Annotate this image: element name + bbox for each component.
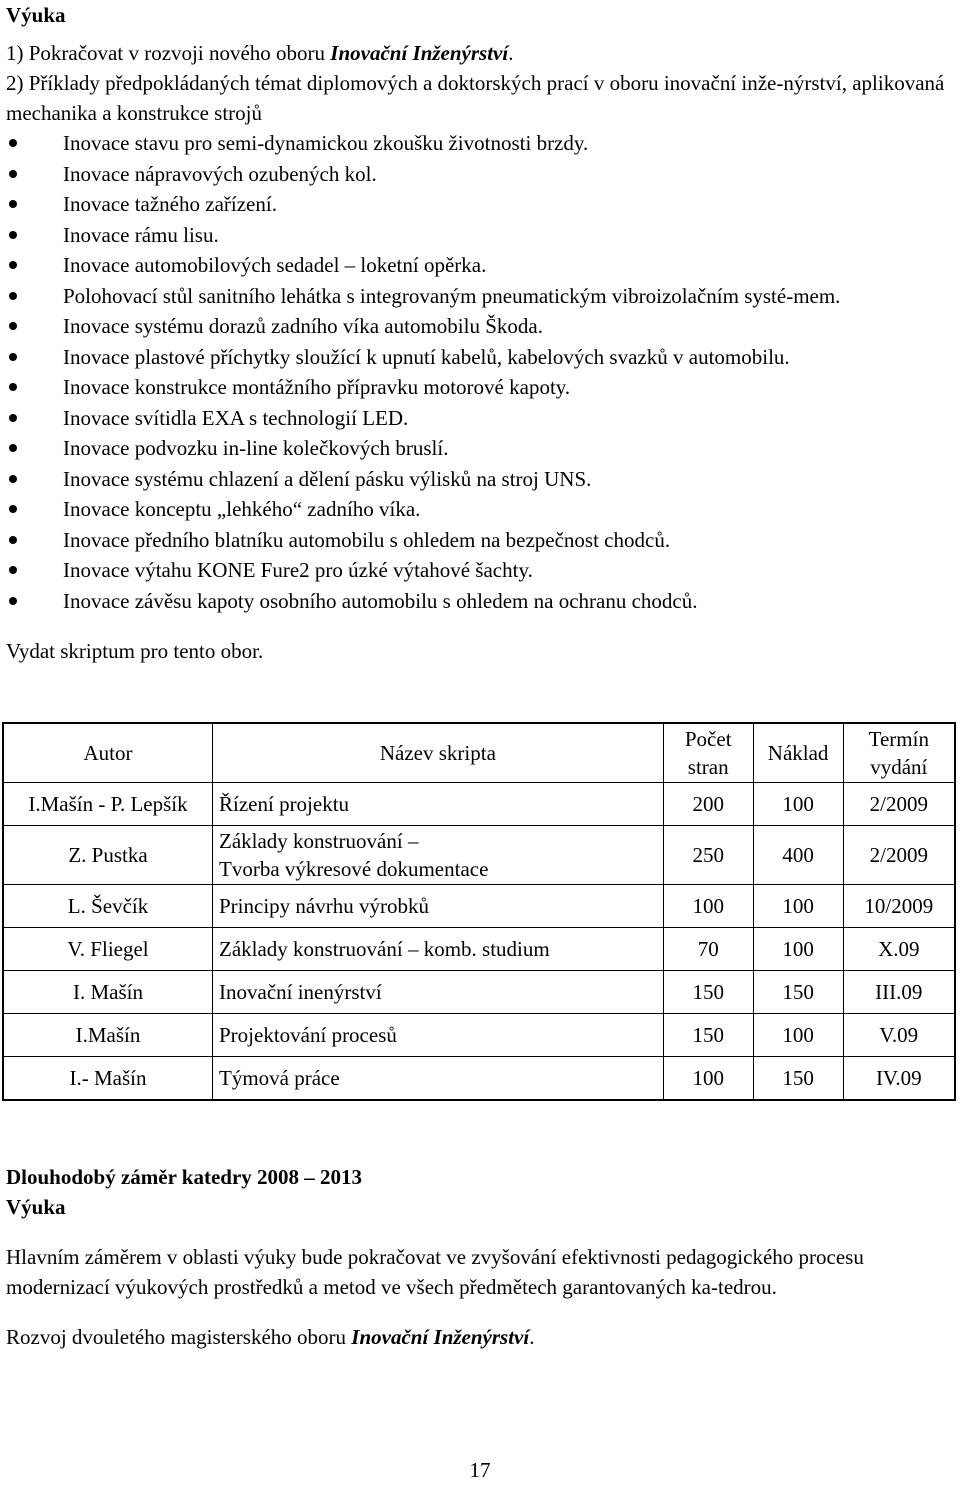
cell-autor: I.Mašín bbox=[3, 1014, 213, 1057]
list-item-text: Inovace tažného zařízení. bbox=[63, 192, 277, 216]
cell-termin: III.09 bbox=[843, 971, 955, 1014]
table-row bbox=[3, 971, 955, 1014]
table-row bbox=[3, 1057, 955, 1101]
list-item bbox=[6, 433, 954, 464]
bullet-icon bbox=[9, 383, 17, 391]
cell-pocet: 100 bbox=[663, 885, 753, 928]
header-autor: Autor bbox=[3, 723, 213, 783]
cell-autor: I.- Mašín bbox=[3, 1057, 213, 1101]
bullet-icon bbox=[9, 353, 17, 361]
table-row bbox=[3, 1014, 955, 1057]
bullet-icon bbox=[9, 444, 17, 452]
cell-nazev: Řízení projektu bbox=[213, 783, 664, 826]
table-row bbox=[3, 826, 955, 885]
item-1-text: 1) Pokračovat v rozvoji nového oboru bbox=[6, 41, 331, 65]
header-termin-line2: vydání bbox=[870, 755, 928, 779]
cell-naklad: 100 bbox=[753, 783, 843, 826]
section-2-subtitle: Výuka bbox=[6, 1195, 66, 1219]
table-row bbox=[3, 928, 955, 971]
header-pocet-line2: stran bbox=[687, 755, 729, 779]
list-item bbox=[6, 372, 954, 403]
bullet-icon bbox=[9, 322, 17, 330]
cell-autor: I.Mašín - P. Lepšík bbox=[3, 783, 213, 826]
page-number: 17 bbox=[469, 1458, 491, 1482]
cell-nazev: Projektování procesů bbox=[213, 1014, 664, 1057]
table-header-row bbox=[3, 723, 955, 783]
cell-pocet: 200 bbox=[663, 783, 753, 826]
bullet-icon bbox=[9, 231, 17, 239]
publish-note: Vydat skriptum pro tento obor. bbox=[6, 639, 264, 663]
item-1 bbox=[6, 38, 954, 68]
list-item bbox=[6, 281, 954, 312]
section-2-last-emphasis: Inovační Inženýrství bbox=[351, 1325, 530, 1349]
cell-termin: X.09 bbox=[843, 928, 955, 971]
topic-list bbox=[6, 128, 954, 616]
bullet-icon bbox=[9, 200, 17, 208]
bullet-icon bbox=[9, 566, 17, 574]
list-item-text: Inovace konstrukce montážního přípravku motorové kapoty. bbox=[63, 375, 571, 399]
item-2: 2) Příklady předpokládaných témat diplomových a doktorských prací v oboru inovační inže-nýrství, aplikovaná mechanika a konstrukce strojů bbox=[6, 71, 945, 125]
cell-autor: V. Fliegel bbox=[3, 928, 213, 971]
item-1-suffix: . bbox=[508, 41, 514, 65]
header-naklad: Náklad bbox=[753, 723, 843, 783]
section-2-last-suffix: . bbox=[529, 1325, 535, 1349]
list-item bbox=[6, 525, 954, 556]
section-2-title: Dlouhodobý záměr katedry 2008 – 2013 bbox=[6, 1165, 363, 1189]
cell-termin: 10/2009 bbox=[843, 885, 955, 928]
list-item-text: Inovace předního blatníku automobilu s ohledem na bezpečnost chodců. bbox=[63, 527, 671, 552]
cell-pocet: 250 bbox=[663, 826, 753, 885]
list-item bbox=[6, 220, 954, 251]
bullet-icon bbox=[9, 139, 17, 147]
list-item-text: Inovace rámu lisu. bbox=[63, 222, 219, 247]
cell-naklad: 100 bbox=[753, 885, 843, 928]
cell-nazev: Základy konstruování – komb. studium bbox=[213, 928, 664, 971]
list-item bbox=[6, 403, 954, 434]
textbook-table bbox=[2, 722, 956, 1101]
list-item bbox=[6, 128, 954, 159]
page-content bbox=[6, 0, 954, 666]
header-termin-line1: Termín bbox=[868, 727, 929, 751]
section-2-last bbox=[6, 1322, 954, 1352]
list-item-text: Polohovací stůl sanitního lehátka s integrovaným pneumatickým vibroizolačním systé-mem. bbox=[63, 283, 841, 308]
section-heading: Výuka bbox=[6, 3, 66, 27]
cell-pocet: 150 bbox=[663, 971, 753, 1014]
cell-termin: 2/2009 bbox=[843, 783, 955, 826]
cell-naklad: 150 bbox=[753, 971, 843, 1014]
cell-pocet: 100 bbox=[663, 1057, 753, 1101]
cell-termin: IV.09 bbox=[843, 1057, 955, 1101]
item-1-emphasis: Inovační Inženýrství bbox=[330, 41, 509, 65]
list-item-text: Inovace stavu pro semi-dynamickou zkoušku životnosti brzdy. bbox=[63, 131, 589, 155]
list-item-text: Inovace plastové příchytky sloužící k upnutí kabelů, kabelových svazků v automobilu. bbox=[63, 344, 790, 369]
cell-pocet: 150 bbox=[663, 1014, 753, 1057]
list-item bbox=[6, 250, 954, 281]
bullet-icon bbox=[9, 292, 17, 300]
bullet-icon bbox=[9, 414, 17, 422]
header-pocet-line1: Počet bbox=[684, 727, 732, 751]
list-item-text: Inovace závěsu kapoty osobního automobilu s ohledem na ochranu chodců. bbox=[63, 588, 698, 613]
cell-naklad: 100 bbox=[753, 1014, 843, 1057]
list-item-text: Inovace systému dorazů zadního víka automobilu Škoda. bbox=[63, 314, 543, 338]
list-item-text: Inovace automobilových sedadel – loketní opěrka. bbox=[63, 253, 487, 277]
list-item-text: Inovace konceptu „lehkého“ zadního víka. bbox=[63, 497, 421, 521]
cell-pocet: 70 bbox=[663, 928, 753, 971]
list-item bbox=[6, 555, 954, 586]
bullet-icon bbox=[9, 475, 17, 483]
bullet-icon bbox=[9, 536, 17, 544]
cell-naklad: 100 bbox=[753, 928, 843, 971]
table-row bbox=[3, 783, 955, 826]
list-item-text: Inovace svítidla EXA s technologií LED. bbox=[63, 405, 409, 430]
cell-nazev: Týmová práce bbox=[213, 1057, 664, 1101]
list-item-text: Inovace systému chlazení a dělení pásku výlisků na stroj UNS. bbox=[63, 466, 592, 491]
list-item bbox=[6, 159, 954, 190]
bullet-icon bbox=[9, 597, 17, 605]
table-row bbox=[3, 885, 955, 928]
list-item bbox=[6, 311, 954, 342]
section-2-paragraph: Hlavním záměrem v oblasti výuky bude pokračovat ve zvyšování efektivnosti pedagogického procesu modernizací výukových prostředků a metod ve všech předmětech garantovaných ka-tedrou. bbox=[6, 1245, 864, 1299]
cell-nazev-line1: Základy konstruování – bbox=[219, 829, 419, 853]
cell-autor: L. Ševčík bbox=[3, 885, 213, 928]
bullet-icon bbox=[9, 505, 17, 513]
cell-nazev: Inovační inenýrství bbox=[213, 971, 664, 1014]
cell-nazev: Principy návrhu výrobků bbox=[213, 885, 664, 928]
long-term-plan-section bbox=[6, 1162, 954, 1352]
cell-naklad: 150 bbox=[753, 1057, 843, 1101]
cell-termin: 2/2009 bbox=[843, 826, 955, 885]
cell-autor: I. Mašín bbox=[3, 971, 213, 1014]
cell-nazev-line2: Tvorba výkresové dokumentace bbox=[219, 857, 489, 881]
header-termin bbox=[843, 723, 955, 783]
cell-nazev bbox=[213, 826, 664, 885]
list-item-text: Inovace výtahu KONE Fure2 pro úzké výtahové šachty. bbox=[63, 558, 533, 582]
list-item bbox=[6, 586, 954, 617]
list-item bbox=[6, 189, 954, 220]
list-item bbox=[6, 464, 954, 495]
cell-naklad: 400 bbox=[753, 826, 843, 885]
list-item bbox=[6, 494, 954, 525]
list-item-text: Inovace podvozku in-line kolečkových bruslí. bbox=[63, 436, 449, 460]
bullet-icon bbox=[9, 261, 17, 269]
list-item bbox=[6, 342, 954, 373]
header-nazev: Název skripta bbox=[213, 723, 664, 783]
list-item-text: Inovace nápravových ozubených kol. bbox=[63, 161, 377, 186]
section-2-last-text: Rozvoj dvouletého magisterského oboru bbox=[6, 1325, 352, 1349]
header-pocet bbox=[663, 723, 753, 783]
cell-termin: V.09 bbox=[843, 1014, 955, 1057]
cell-autor: Z. Pustka bbox=[3, 826, 213, 885]
bullet-icon bbox=[9, 170, 17, 178]
